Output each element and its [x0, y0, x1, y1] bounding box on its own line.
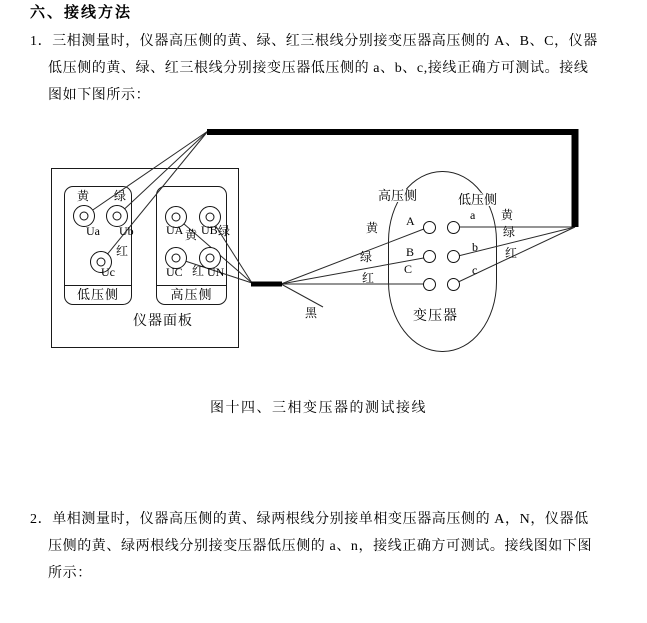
- hv-wire-green-label: 绿: [360, 250, 373, 264]
- hv-green-label: 绿: [218, 224, 231, 238]
- paragraph-2-line-1: 2．单相测量时，仪器高压侧的黄、绿两根线分别接单相变压器高压侧的 A，N，仪器低: [30, 512, 589, 527]
- hv-box-label: 高压侧: [157, 285, 226, 304]
- terminal-UB-label: UB: [201, 223, 218, 237]
- terminal-c-circle: [447, 278, 460, 291]
- terminal-UC-label: UC: [166, 265, 183, 279]
- lv-wire-red-label: 红: [505, 246, 518, 260]
- lv-box-label: 低压侧: [65, 285, 131, 304]
- transformer-lv-side-label: 低压侧: [458, 192, 498, 207]
- paragraph-1-line-3: 图如下图所示：: [48, 88, 151, 103]
- lv-green-label: 绿: [114, 189, 127, 203]
- hv-wire-red-label: 红: [362, 271, 375, 285]
- hv-yellow-label: 黄: [185, 228, 198, 242]
- terminal-a-label: a: [470, 208, 476, 222]
- terminal-A-circle: [423, 221, 436, 234]
- lv-wire-green-label: 绿: [503, 225, 516, 239]
- hv-terminal-box: [156, 186, 227, 305]
- hv-red-label: 红: [192, 264, 205, 278]
- terminal-B-label: B: [406, 245, 415, 259]
- terminal-UN-label: UN: [207, 265, 225, 279]
- section-heading: 六、接线方法: [30, 5, 133, 21]
- terminal-a-circle: [447, 221, 460, 234]
- paragraph-2-line-2: 压侧的黄、绿两根线分别接变压器低压侧的 a、n，接线正确方可测试。接线图如下图: [48, 539, 593, 554]
- transformer-title: 变压器: [413, 309, 458, 324]
- transformer-hv-side-label: 高压侧: [378, 188, 418, 203]
- paragraph-2-line-3: 所示：: [48, 566, 92, 581]
- instrument-panel-title: 仪器面板: [133, 314, 193, 329]
- lv-yellow-label: 黄: [77, 189, 90, 203]
- wire-black-stub: [281, 284, 323, 307]
- terminal-C-label: C: [404, 262, 413, 276]
- black-wire-label: 黑: [305, 306, 318, 320]
- paragraph-1-line-1: 1．三相测量时，仪器高压侧的黄、绿、红三根线分别接变压器高压侧的 A、B、C，仪器: [30, 34, 598, 49]
- figure-caption: 图十四、三相变压器的测试接线: [210, 401, 427, 416]
- terminal-A-label: A: [406, 214, 415, 228]
- terminal-b-circle: [447, 250, 460, 263]
- terminal-B-circle: [423, 250, 436, 263]
- hv-wire-yellow-label: 黄: [366, 221, 379, 235]
- terminal-Ub-label: Ub: [119, 224, 134, 238]
- terminal-Ua-label: Ua: [86, 224, 100, 238]
- lv-wire-yellow-label: 黄: [501, 208, 514, 222]
- terminal-C-circle: [423, 278, 436, 291]
- paragraph-1-line-2: 低压侧的黄、绿、红三根线分别接变压器低压侧的 a、b、c,接线正确方可测试。接线: [48, 61, 589, 76]
- terminal-UA-label: UA: [166, 223, 184, 237]
- lv-red-label: 红: [116, 244, 129, 258]
- terminal-c-label: c: [472, 263, 478, 277]
- terminal-b-label: b: [472, 240, 478, 254]
- terminal-Uc-label: Uc: [101, 265, 115, 279]
